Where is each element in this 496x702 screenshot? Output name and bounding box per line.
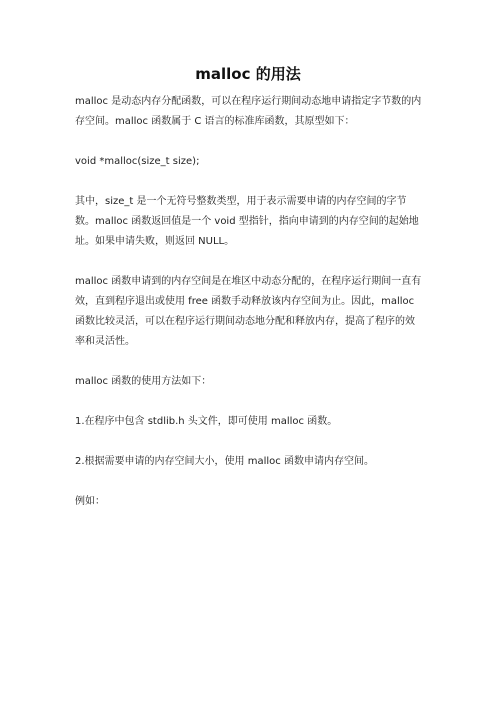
paragraph-heap: malloc 函数申请到的内存空间是在堆区中动态分配的，在程序运行期间一直有效，直到程序退出或使用 free 函数手动释放该内存空间为止。因此，malloc 函数比较灵活，可以在程序运行期间动态地分配和释放内存，提高了程序的效率和灵活性。	[75, 276, 422, 347]
paragraph-step-1: 1.在程序中包含 stdlib.h 头文件，即可使用 malloc 函数。	[75, 416, 338, 427]
paragraph-example: 例如：	[75, 496, 105, 507]
paragraph-usage-heading: malloc 函数的使用方法如下：	[75, 376, 212, 387]
paragraph-size-t: 其中，size_t 是一个无符号整数类型，用于表示需要申请的内存空间的字节数。malloc 函数返回值是一个 void 型指针，指向申请到的内存空间的起始地址。如果申请失败，则返回 NULL。	[75, 196, 419, 247]
paragraph-prototype: void *malloc(size_t size);	[75, 156, 200, 167]
document-body	[75, 92, 423, 532]
paragraph-step-2: 2.根据需要申请的内存空间大小，使用 malloc 函数申请内存空间。	[75, 456, 374, 467]
paragraph-intro: malloc 是动态内存分配函数，可以在程序运行期间动态地申请指定字节数的内存空间。malloc 函数属于 C 语言的标准库函数，其原型如下：	[75, 96, 422, 127]
document-title: malloc 的用法	[195, 65, 301, 83]
